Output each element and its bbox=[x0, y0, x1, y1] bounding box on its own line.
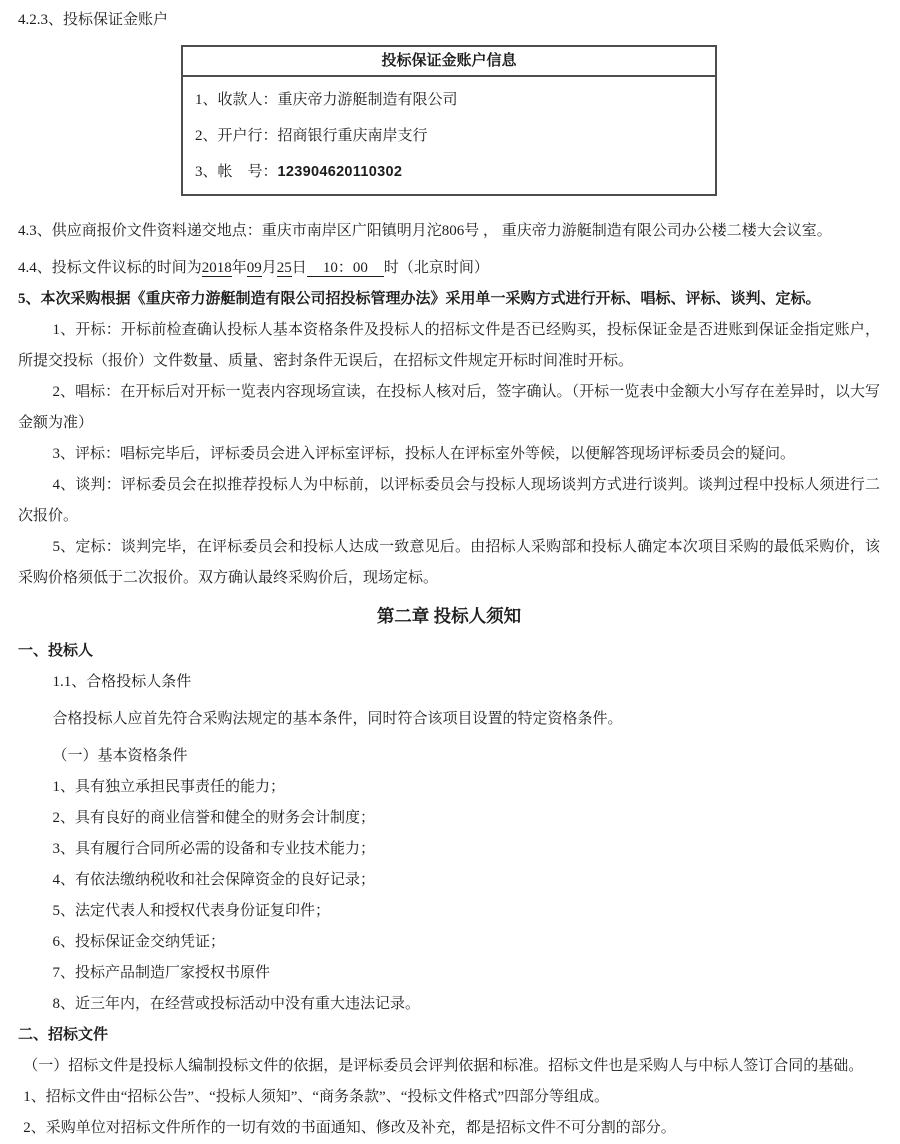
basic-condition-item-8: 8、近三年内，在经营或投标活动中没有重大违法记录。 bbox=[52, 996, 421, 1012]
table-row-bank bbox=[195, 118, 705, 154]
deposit-table-title: 投标保证金账户信息 bbox=[183, 47, 715, 77]
table-row-account bbox=[195, 154, 705, 190]
deposit-account-table bbox=[181, 45, 717, 196]
section-2-heading: 二、招标文件 bbox=[18, 1027, 109, 1043]
procedure-item-tanpan: 4、谈判：评标委员会在拟推荐投标人为中标前，以评标委员会与投标人现场谈判方式进行谈判。谈判过程中投标人须进行二次报价。 bbox=[18, 477, 880, 524]
bid-time-prefix: 4.4、投标文件议标的时间为 bbox=[18, 260, 202, 276]
section-1-1-heading: 1.1、合格投标人条件 bbox=[52, 674, 192, 690]
tender-doc-composition-item: 1、招标文件由“招标公告”、“投标人须知”、“商务条款”、“投标文件格式”四部分等组成。 bbox=[23, 1089, 610, 1105]
procedure-item-kaibiao: 1、开标：开标前检查确认投标人基本资格条件及投标人的招标文件是否已经购买，投标保证金是否进账到保证金指定账户，所提交投标（报价）文件数量、质量、密封条件无误后，在招标文件规定开标时间准时开标。 bbox=[18, 322, 880, 369]
year-unit: 年 bbox=[231, 260, 247, 276]
basic-condition-item-6: 6、投标保证金交纳凭证； bbox=[52, 934, 226, 950]
basic-condition-item-7: 7、投标产品制造厂家授权书原件 bbox=[52, 965, 271, 981]
bank-value: 招商银行重庆南岸支行 bbox=[277, 128, 428, 144]
procedure-item-changbiao: 2、唱标：在开标后对开标一览表内容现场宣读，在投标人核对后，签字确认。（开标一览表中金额大小写存在差异时，以大写金额为准） bbox=[18, 384, 880, 431]
basic-condition-item-1: 1、具有独立承担民事责任的能力； bbox=[52, 779, 286, 795]
month-unit: 月 bbox=[261, 260, 277, 276]
payee-label: 1、收款人： bbox=[195, 92, 278, 108]
section-1-heading: 一、投标人 bbox=[18, 643, 94, 659]
bid-day: 25 bbox=[276, 260, 292, 276]
deposit-table-body bbox=[183, 77, 715, 194]
bid-month: 09 bbox=[246, 260, 262, 276]
tender-doc-amendment-item: 2、采购单位对招标文件所作的一切有效的书面通知、修改及补充，都是招标文件不可分割的部分。 bbox=[23, 1120, 676, 1136]
para-qualified-bidder: 合格投标人应首先符合采购法规定的基本条件，同时符合该项目设置的特定资格条件。 bbox=[52, 711, 623, 727]
bid-time-suffix: 时（北京时间） bbox=[383, 260, 489, 276]
account-number: 123904620110302 bbox=[277, 164, 403, 180]
basic-qualification-heading: （一）基本资格条件 bbox=[52, 748, 188, 764]
payee-value: 重庆帝力游艇制造有限公司 bbox=[277, 92, 458, 108]
account-label: 3、帐 号： bbox=[195, 164, 278, 180]
basic-condition-item-3: 3、具有履行合同所必需的设备和专业技术能力； bbox=[52, 841, 376, 857]
para-4-3-delivery-location: 4.3、供应商报价文件资料递交地点：重庆市南岸区广阳镇明月沱806号 ， 重庆帝力游艇制造有限公司办公楼二楼大会议室。 bbox=[18, 223, 832, 239]
basic-condition-item-4: 4、有依法缴纳税收和社会保障资金的良好记录； bbox=[52, 872, 376, 888]
para-4-4-bid-time bbox=[18, 253, 880, 284]
para-5-procurement-method: 5、本次采购根据《重庆帝力游艇制造有限公司招投标管理办法》采用单一采购方式进行开标、唱标、评标、谈判、定标。 bbox=[18, 291, 821, 307]
section-4-2-3-heading: 4.2.3、投标保证金账户 bbox=[18, 12, 169, 28]
procedure-item-dingbiao: 5、定标：谈判完毕，在评标委员会和投标人达成一致意见后。由招标人采购部和投标人确定本次项目采购的最低采购价，该采购价格须低于二次报价。双方确认最终采购价后，现场定标。 bbox=[18, 539, 880, 586]
chapter-2-title: 第二章 投标人须知 bbox=[376, 606, 522, 626]
bank-label: 2、开户行： bbox=[195, 128, 278, 144]
basic-condition-item-5: 5、法定代表人和授权代表身份证复印件； bbox=[52, 903, 331, 919]
day-unit: 日 bbox=[291, 260, 307, 276]
basic-condition-item-2: 2、具有良好的商业信誉和健全的财务会计制度； bbox=[52, 810, 376, 826]
table-row-payee bbox=[195, 82, 705, 118]
bid-year: 2018 bbox=[201, 260, 232, 276]
bid-time: 10：00 bbox=[307, 260, 384, 277]
tender-doc-basis-para: （一）招标文件是投标人编制投标文件的依据，是评标委员会评判依据和标准。招标文件也是采购人与中标人签订合同的基础。 bbox=[23, 1058, 864, 1074]
procedure-item-pingbiao: 3、评标：唱标完毕后，评标委员会进入评标室评标，投标人在评标室外等候，以便解答现场评标委员会的疑问。 bbox=[52, 446, 796, 462]
